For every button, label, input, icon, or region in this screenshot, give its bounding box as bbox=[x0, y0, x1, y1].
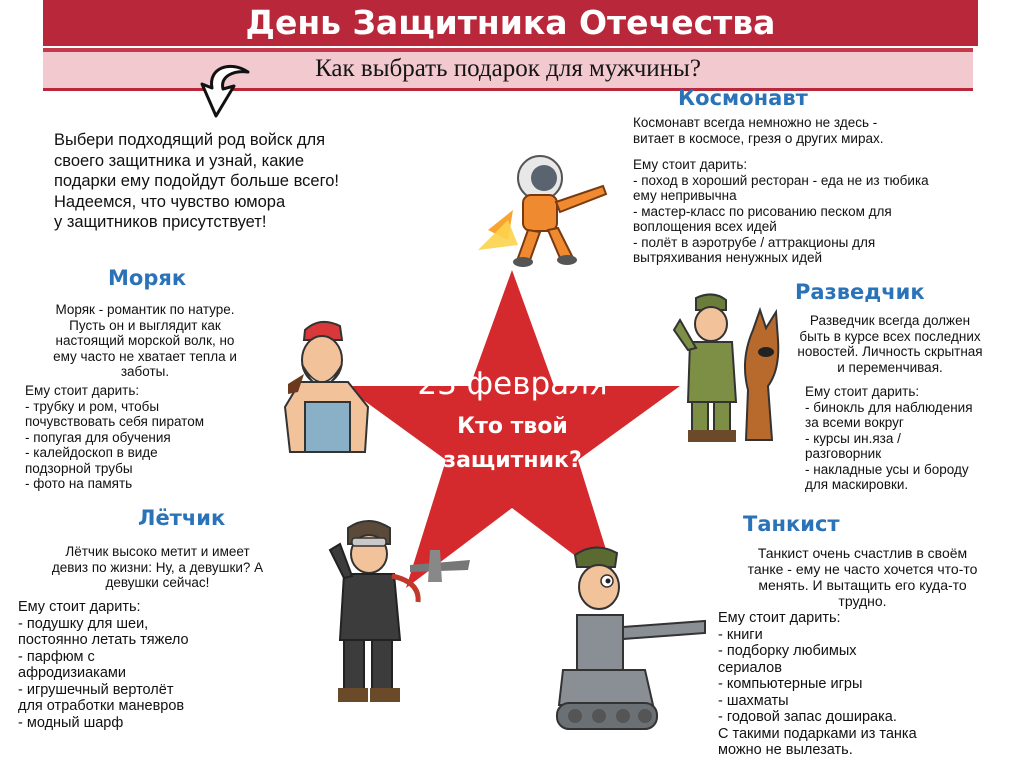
tanker-illustration bbox=[555, 535, 720, 745]
scout-gifts: Ему стоит дарить: - бинокль для наблюдения за всеми вокруг - курсы ин.яза / разговорник - накладные усы и бороду для маскировки. bbox=[805, 384, 973, 492]
scout-illustration bbox=[668, 290, 793, 450]
pilot-description: Лётчик высоко метит и имеет девиз по жизни: Ну, а девушки? А девушки сейчас! bbox=[51, 544, 264, 590]
cosmonaut-illustration bbox=[468, 140, 618, 270]
tanker-gifts: Ему стоит дарить: - книги - подборку любимых сериалов - компьютерные игры - шахматы - годовой запас доширака. С такими подарками из танка можно не вылезать. bbox=[718, 610, 917, 758]
tanker-description: Танкист очень счастлив в своём танке - ему не часто хочется что-то менять. И вытащить его куда-то трудно. bbox=[747, 545, 978, 609]
pilot-illustration bbox=[300, 510, 475, 710]
intro-text: Выбери подходящий род войск для своего защитника и узнай, какие подарки ему подойдут больше всего! Надеемся, что чувство юмора у защитников присутствует! bbox=[54, 131, 339, 231]
scout-description: Разведчик всегда должен быть в курсе всех последних новостей. Личность скрытная и переменчивая. bbox=[797, 313, 983, 375]
sailor-illustration bbox=[270, 312, 380, 462]
page-title: День Защитника Отечества bbox=[43, 0, 978, 46]
cosmonaut-description: Космонавт всегда немножно не здесь - витает в космосе, грезя о других мирах. bbox=[633, 115, 884, 146]
cosmonaut-title: Космонавт bbox=[678, 86, 808, 110]
pilot-gifts: Ему стоит дарить: - подушку для шеи, постоянно летать тяжело - парфюм с афродизиаками - игрушечный вертолёт для отработки маневров - модный шарф bbox=[18, 599, 189, 731]
tanker-title: Танкист bbox=[743, 512, 840, 536]
pilot-title: Лётчик bbox=[138, 506, 226, 530]
banner-divider bbox=[43, 88, 973, 91]
star-question-1: Кто твой bbox=[457, 414, 568, 439]
arrow-down-icon bbox=[190, 58, 260, 128]
page-subtitle: Как выбрать подарок для мужчины? bbox=[43, 48, 973, 88]
sailor-title: Моряк bbox=[108, 266, 187, 290]
star-question-2: защитник? bbox=[443, 448, 582, 473]
star-date: 23 февраля bbox=[417, 366, 608, 402]
scout-title: Разведчик bbox=[795, 280, 925, 304]
sailor-description: Моряк - романтик по натуре. Пусть он и выглядит как настоящий морской волк, но ему часто не хватает тепла и заботы. bbox=[53, 302, 237, 379]
sailor-gifts: Ему стоит дарить: - трубку и ром, чтобы почувствовать себя пиратом - попугая для обучения - калейдоскоп в виде подзорной трубы - фото на память bbox=[25, 383, 204, 491]
cosmonaut-gifts: Ему стоит дарить: - поход в хороший ресторан - еда не из тюбика ему непривычна - мастер-класс по рисованию песком для воплощения всех идей - полёт в аэротрубе / аттракционы для вытряхивания ненужных идей bbox=[633, 157, 929, 265]
